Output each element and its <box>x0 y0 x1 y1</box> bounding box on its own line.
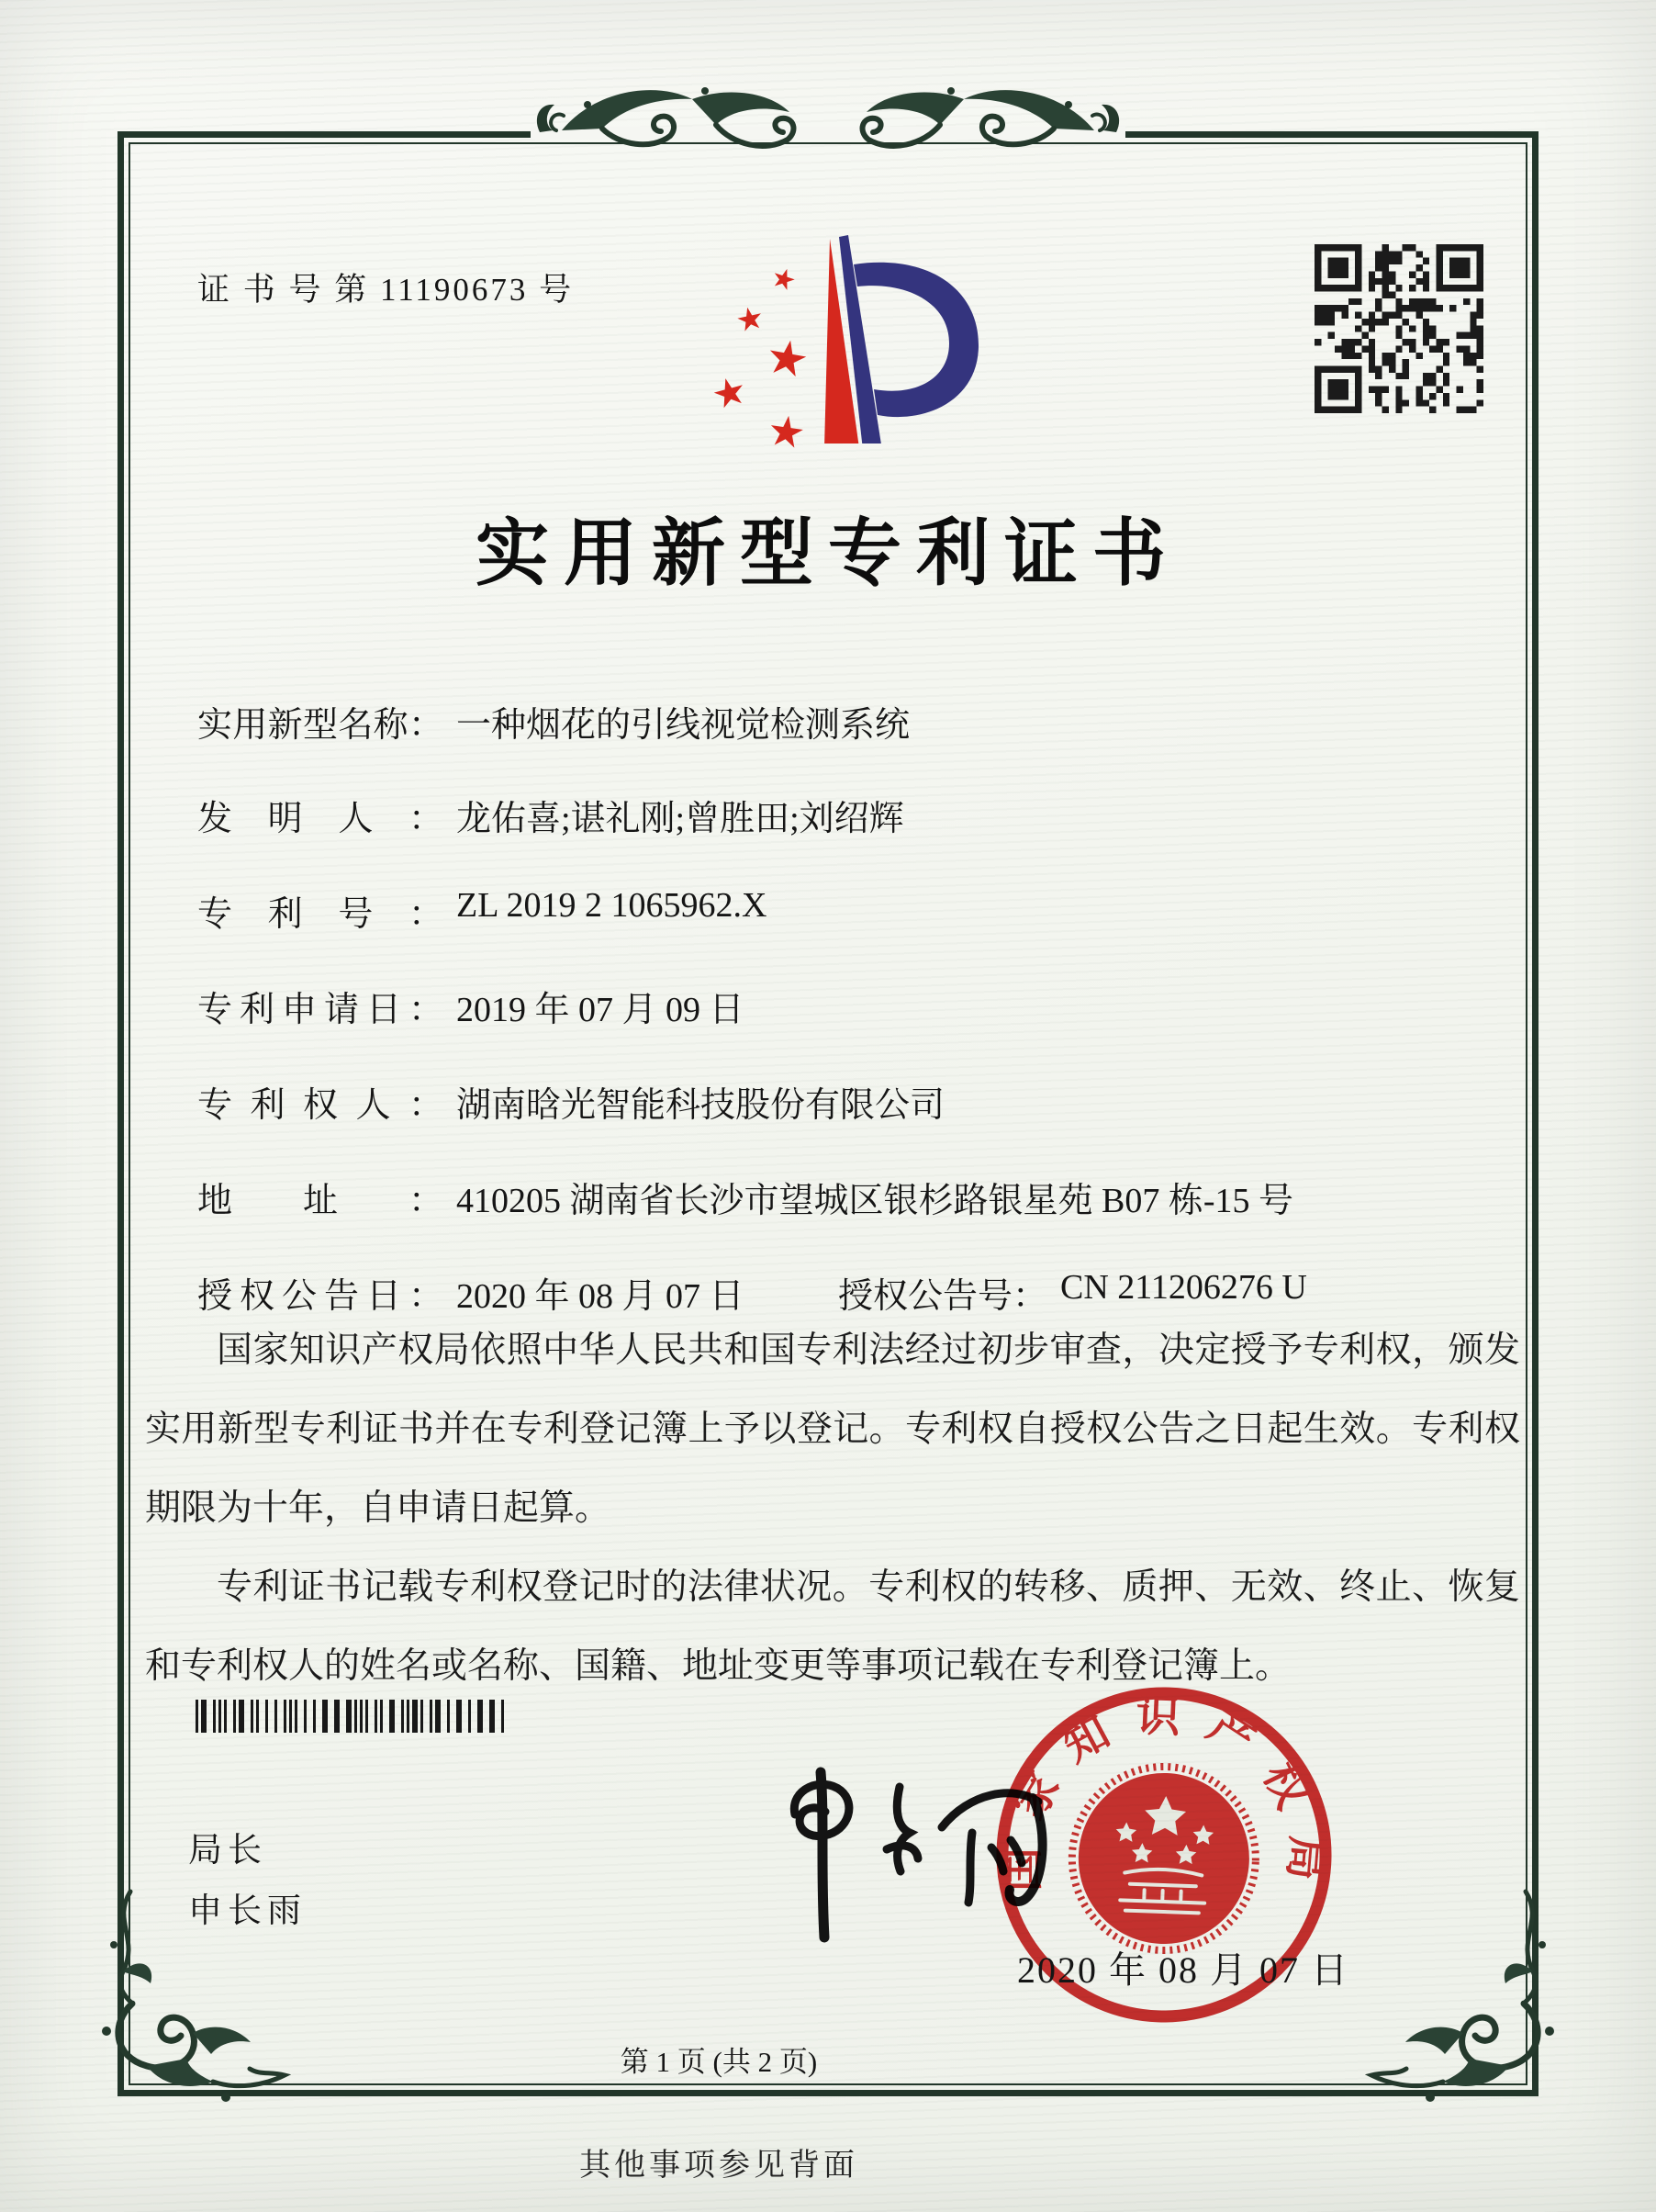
field-value: 湖南晗光智能科技股份有限公司 <box>456 1086 945 1125</box>
legal-paragraph-2: 专利证书记载专利权登记时的法律状况。专利权的转移、质押、无效、终止、恢复和专利权人的姓名或名称、国籍、地址变更等事项记载在专利登记簿上。 <box>145 1567 1520 1686</box>
logo-star-icon: ★ <box>766 261 800 298</box>
field-row-patent-no <box>197 885 1501 936</box>
field-label: 专利申请日： <box>197 991 443 1029</box>
field-label: 实用新型名称： <box>197 706 443 745</box>
field-value: 一种烟花的引线视觉检测系统 <box>456 706 911 745</box>
field-row-patentee <box>197 1076 1501 1127</box>
page-number: 第 1 页 (共 2 页) <box>620 2046 818 2078</box>
field-value: 龙佑喜;谌礼刚;曾胜田;刘绍辉 <box>456 800 904 838</box>
field-label: 授权公告日： <box>197 1277 443 1316</box>
cnipa-logo <box>699 228 993 458</box>
qr-code <box>1315 244 1483 413</box>
seal-date: 2020 年 08 月 07 日 <box>1017 1949 1349 1991</box>
field-label: 授权公告号： <box>838 1277 1048 1316</box>
logo-star-icon: ★ <box>761 330 813 389</box>
page-title: 实用新型专利证书 <box>476 514 1180 595</box>
field-row-inventor <box>197 790 1501 840</box>
signer-name: 申长雨 <box>188 1892 307 1930</box>
logo-star-icon: ★ <box>733 300 767 340</box>
field-value: 2020 年 08 月 07 日 <box>456 1277 744 1316</box>
national-emblem-icon <box>1069 1764 1259 1954</box>
barcode <box>196 1700 508 1733</box>
legal-text <box>145 1311 1520 1706</box>
field-value: 410205 湖南省长沙市望城区银杉路银星苑 B07 栋-15 号 <box>456 1182 1294 1220</box>
field-value: CN 211206276 U <box>1060 1268 1307 1307</box>
field-label: 地址： <box>197 1182 443 1220</box>
legal-paragraph-1: 国家知识产权局依照中华人民共和国专利法经过初步审查，决定授予专利权，颁发实用新型专利证书并在专利登记簿上予以登记。专利权自授权公告之日起生效。专利权期限为十年，自申请日起算。 <box>145 1331 1520 1528</box>
field-value: 2019 年 07 月 09 日 <box>456 991 744 1029</box>
field-label: 专利号： <box>197 895 443 934</box>
certificate-number: 证 书 号 第 11190673 号 <box>197 272 575 308</box>
field-row-name <box>197 696 1501 747</box>
field-row-grant <box>197 1267 1501 1318</box>
field-row-address <box>197 1172 1501 1222</box>
signer-title: 局长 <box>188 1832 267 1870</box>
field-value: ZL 2019 2 1065962.X <box>456 886 767 925</box>
logo-star-icon: ★ <box>764 406 809 458</box>
back-side-note: 其他事项参见背面 <box>579 2149 858 2183</box>
seal-text: 国家知识产权局 <box>998 1691 1332 1906</box>
logo-p-mark <box>817 228 993 444</box>
field-label: 专利权人： <box>197 1086 443 1125</box>
field-label: 发明人： <box>197 800 443 838</box>
field-pair-grant-no <box>838 1267 1307 1318</box>
logo-star-icon: ★ <box>707 368 752 420</box>
field-row-filing-date <box>197 981 1501 1031</box>
